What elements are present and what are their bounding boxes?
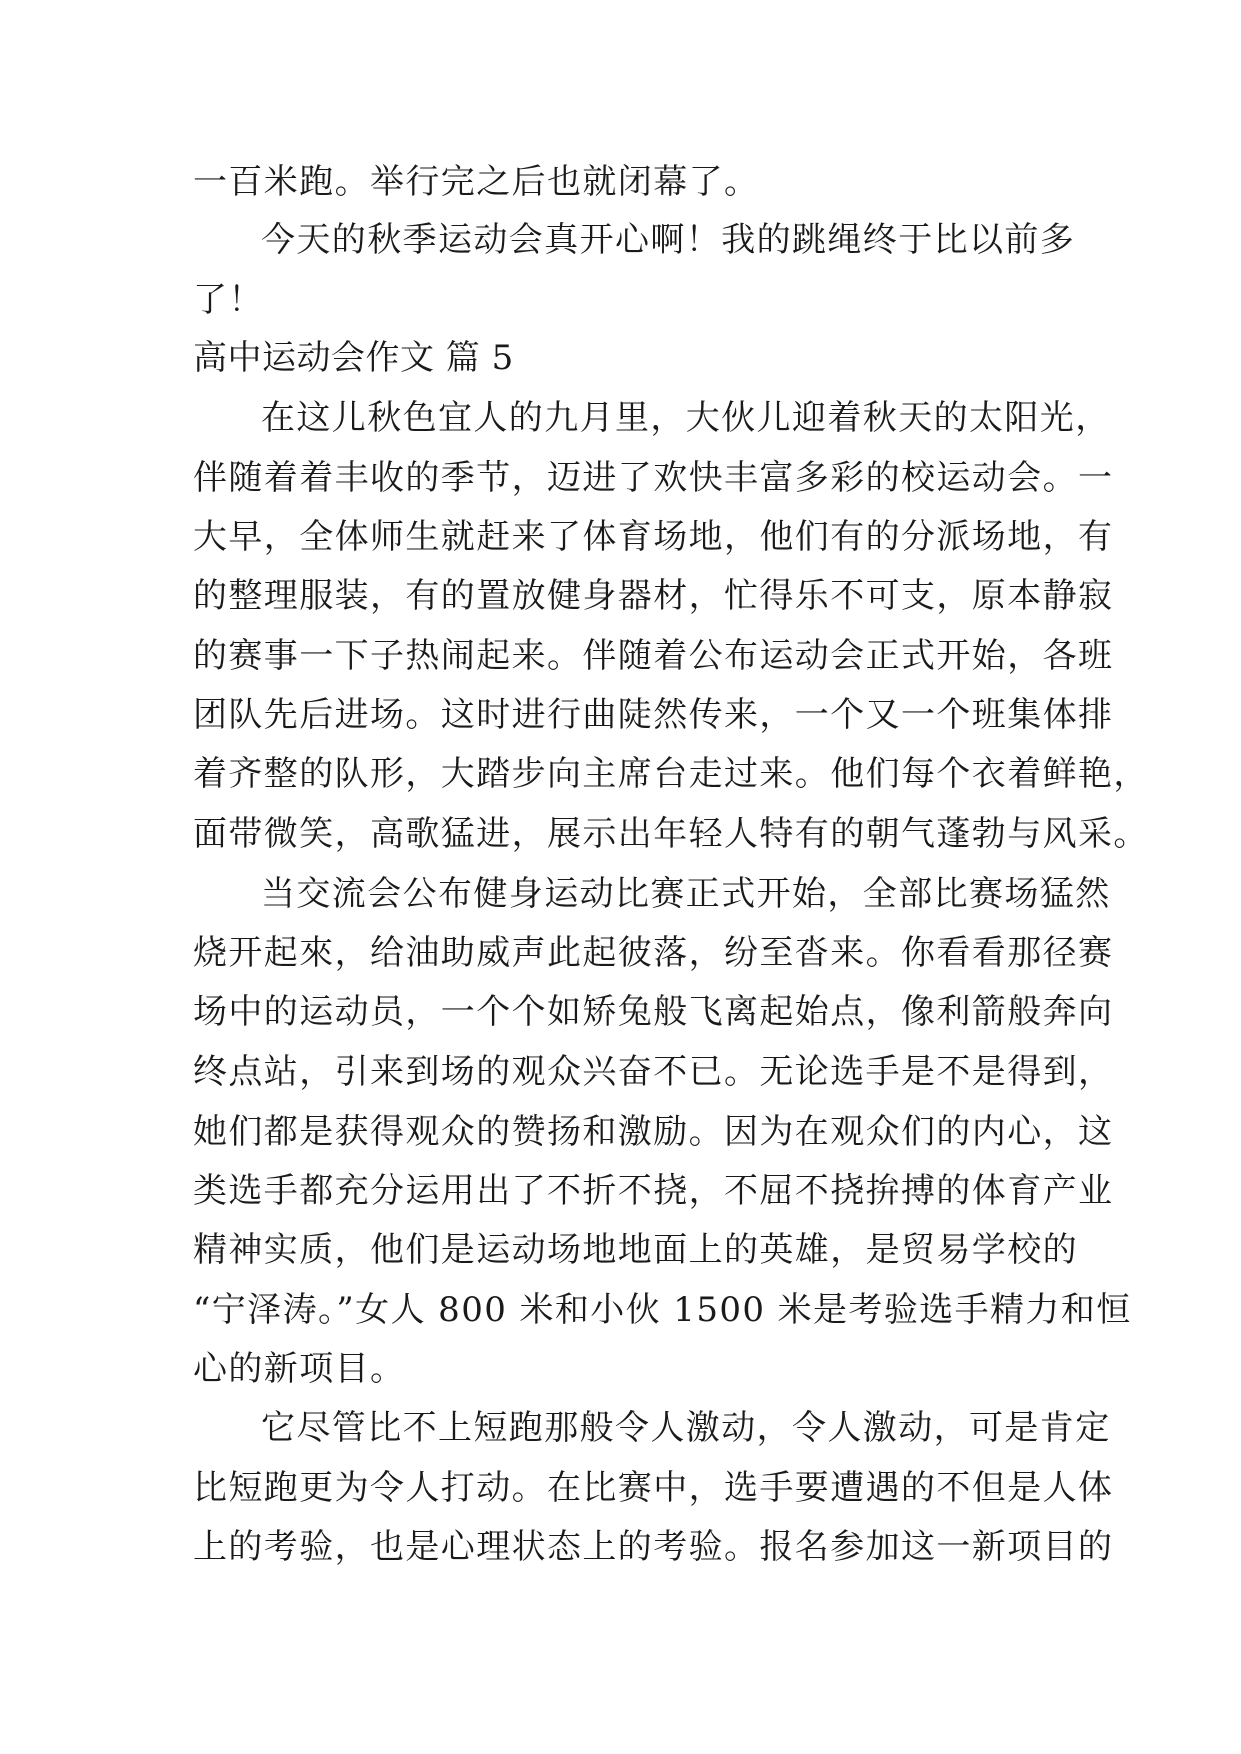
- paragraph-line: “宁泽涛。”女人 800 米和小伙 1500 米是考验选手精力和恒: [193, 1290, 1132, 1330]
- paragraph-line: 她们都是获得观众的赞扬和激励。因为在观众们的内心，这: [193, 1112, 1114, 1152]
- paragraph-line: 一百米跑。举行完之后也就闭幕了。: [193, 162, 760, 202]
- paragraph-line: 烧开起來，给油助威声此起彼落，纷至沓来。你看看那径赛: [193, 933, 1114, 973]
- paragraph-line: 的整理服装，有的置放健身器材，忙得乐不可支，原本静寂: [193, 576, 1114, 616]
- paragraph-line: 它尽管比不上短跑那般令人激动，令人激动，可是肯定: [261, 1408, 1111, 1448]
- paragraph-line: 团队先后进场。这时进行曲陡然传来，一个又一个班集体排: [193, 695, 1114, 735]
- paragraph-line: 心的新项目。: [193, 1349, 406, 1389]
- paragraph-line: 伴随着着丰收的季节，迈进了欢快丰富多彩的校运动会。一: [193, 458, 1114, 498]
- paragraph-line: 着齐整的队形，大踏步向主席台走过来。他们每个衣着鲜艳，: [193, 754, 1149, 794]
- paragraph-line: 今天的秋季运动会真开心啊！我的跳绳终于比以前多: [261, 220, 1076, 260]
- paragraph-line: 的赛事一下子热闹起来。伴随着公布运动会正式开始，各班: [193, 636, 1114, 676]
- paragraph-line: 类选手都充分运用出了不折不挠，不屈不挠拚搏的体育产业: [193, 1171, 1114, 1211]
- section-heading: 高中运动会作文 篇 5: [193, 338, 514, 378]
- paragraph-line: 面带微笑，高歌猛进，展示出年轻人特有的朝气蓬勃与风采。: [193, 814, 1149, 854]
- paragraph-line: 了！: [193, 280, 264, 320]
- paragraph-line: 在这儿秋色宜人的九月里，大伙儿迎着秋天的太阳光，: [261, 398, 1111, 438]
- paragraph-line: 比短跑更为令人打动。在比赛中，选手要遭遇的不但是人体: [193, 1468, 1114, 1508]
- paragraph-line: 终点站，引来到场的观众兴奋不已。无论选手是不是得到，: [193, 1052, 1114, 1092]
- paragraph-line: 场中的运动员，一个个如矫兔般飞离起始点，像利箭般奔向: [193, 992, 1114, 1032]
- paragraph-line: 上的考验，也是心理状态上的考验。报名参加这一新项目的: [193, 1527, 1114, 1567]
- paragraph-line: 精神实质，他们是运动场地地面上的英雄，是贸易学校的: [193, 1230, 1078, 1270]
- paragraph-line: 当交流会公布健身运动比赛正式开始，全部比赛场猛然: [261, 874, 1111, 914]
- paragraph-line: 大早，全体师生就赶来了体育场地，他们有的分派场地，有: [193, 517, 1114, 557]
